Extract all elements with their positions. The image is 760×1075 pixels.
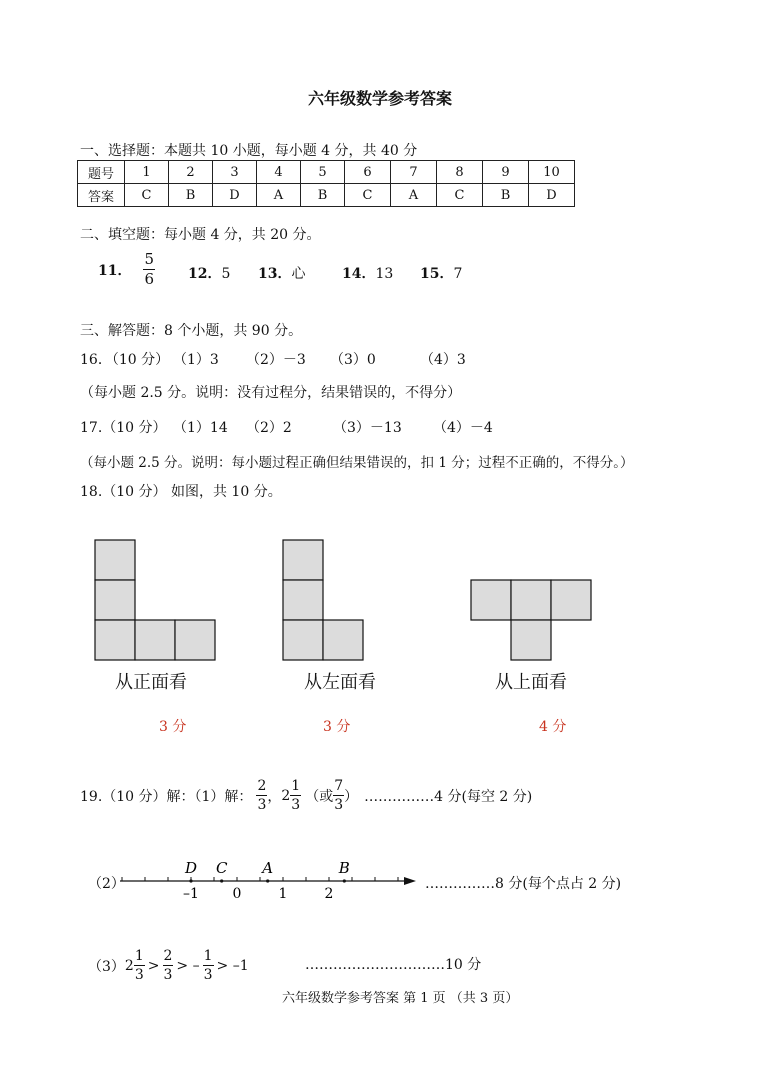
numerator: 7 (334, 778, 344, 794)
view-square (135, 620, 175, 660)
q19-fraction-2 (290, 779, 301, 812)
number-line-point (266, 879, 269, 882)
table-cell: A (257, 184, 301, 207)
table-cell: D (529, 184, 575, 207)
q17-label: 17.（10 分） (80, 420, 167, 436)
denominator: 3 (134, 967, 144, 983)
operator: > (147, 957, 160, 974)
score-left-view: 3 分 (323, 719, 351, 735)
q11-numerator: 5 (144, 250, 155, 268)
q19-fraction-1 (256, 779, 267, 812)
table-cell: 4 (257, 161, 301, 184)
number-line-point (220, 879, 223, 882)
number-line-tick-label: 2 (324, 886, 334, 902)
number-line-point-label: A (262, 859, 274, 877)
view-square (95, 620, 135, 660)
q16-note: （每小题 2.5 分。说明：没有过程分，结果错误的，不得分） (80, 385, 462, 401)
q12 (188, 263, 230, 283)
q12-label: 12． (188, 266, 222, 282)
q16-label: 16．（10 分） (80, 352, 170, 368)
numerator: 1 (203, 948, 213, 964)
number-line-tick-label: –1 (183, 886, 199, 902)
q16-part4: （4）3 (420, 352, 466, 368)
section2-heading: 二、填空题：每小题 4 分，共 20 分。 (80, 227, 321, 243)
q19-fraction-3 (333, 779, 344, 812)
table-cell: C (437, 184, 483, 207)
table-cell: B (483, 184, 529, 207)
number-line-point (189, 879, 192, 882)
denominator: 3 (203, 967, 213, 983)
q15-label: 15． (420, 266, 454, 282)
operator: > – (176, 957, 200, 974)
table-cell: 7 (391, 161, 437, 184)
q15-answer: 7 (453, 266, 463, 282)
q18-label: 18.（10 分） 如图，共 10 分。 (80, 484, 282, 500)
table-row (78, 184, 575, 207)
table-cell: 9 (483, 161, 529, 184)
answer-table (77, 160, 575, 207)
view-square (283, 540, 323, 580)
q14-answer: 13 (375, 266, 394, 282)
section3-heading: 三、解答题：8 个小题，共 90 分。 (80, 323, 303, 339)
alt-open: （或 (305, 788, 334, 805)
view-square (323, 620, 363, 660)
number-line-tick-label: 1 (278, 886, 288, 902)
denominator: 3 (163, 967, 173, 983)
q13-label: 13． (258, 266, 292, 282)
comma: ， (267, 788, 282, 805)
numerator: 1 (134, 948, 144, 964)
q11-label: 11． (98, 262, 132, 279)
caption-front-view: 从正面看 (115, 672, 187, 693)
caption-top-view: 从上面看 (495, 672, 567, 693)
view-square (283, 580, 323, 620)
q16-part3: （3）0 (330, 352, 376, 368)
number-line-point (343, 879, 346, 882)
q16-part2: （2）－3 (246, 352, 306, 368)
row-header: 答案 (78, 184, 125, 207)
q17-note: （每小题 2.5 分。说明：每小题过程正确但结果错误的，扣 1 分；过程不正确的，不得分。） (80, 455, 634, 471)
page-footer: 六年级数学参考答案 第 1 页 （共 3 页） (282, 991, 519, 1006)
table-cell: 2 (169, 161, 213, 184)
view-square (471, 580, 511, 620)
table-cell: D (213, 184, 257, 207)
table-cell: 1 (125, 161, 169, 184)
q12-answer: 5 (221, 266, 231, 282)
score-front-view: 3 分 (159, 719, 187, 735)
number-line-point-label: B (338, 859, 350, 877)
table-cell: A (391, 184, 437, 207)
denominator: 3 (257, 797, 267, 813)
denominator: 3 (334, 797, 344, 813)
ineq-fraction-3 (203, 949, 214, 982)
table-cell: 6 (345, 161, 391, 184)
q11 (98, 252, 155, 287)
denominator: 3 (291, 797, 301, 813)
front-view (95, 540, 215, 660)
view-square (175, 620, 215, 660)
view-square (283, 620, 323, 660)
q11-fraction (143, 252, 155, 287)
q19-part3-label: （3） (88, 958, 125, 975)
q19-score1: ……………4 分(每空 2 分) (364, 788, 533, 805)
operator: > –1 (216, 957, 249, 974)
number-line-point-label: D (184, 859, 198, 877)
numerator: 2 (163, 948, 173, 964)
table-row (78, 161, 575, 184)
table-cell: C (125, 184, 169, 207)
q19-score2: ……………8 分(每个点占 2 分) (425, 876, 622, 892)
q17-part2: （2）2 (246, 420, 292, 436)
arrow-head-icon (404, 877, 416, 885)
mixed-whole: 2 (281, 787, 291, 804)
ineq-fraction-1 (134, 949, 145, 982)
q17-part1: （1）14 (173, 420, 228, 436)
q11-denominator: 6 (144, 270, 155, 288)
number-line-point-label: C (215, 859, 228, 877)
top-view (471, 580, 591, 660)
q19-label: 19.（10 分）解：（1）解： (80, 788, 253, 805)
numerator: 1 (291, 778, 301, 794)
table-cell: 10 (529, 161, 575, 184)
q16-line (80, 349, 169, 369)
mixed-whole: 2 (124, 957, 134, 974)
table-cell: C (345, 184, 391, 207)
view-square (95, 540, 135, 580)
q19-part2-label: （2） (88, 876, 125, 892)
alt-close: ） (344, 788, 359, 805)
q19-score3: …………………………10 分 (305, 957, 482, 973)
q19-part3 (88, 949, 249, 982)
table-cell: 3 (213, 161, 257, 184)
table-cell: 5 (301, 161, 345, 184)
number-line-tick-label: 0 (232, 886, 242, 902)
section1-heading: 一、选择题：本题共 10 小题，每小题 4 分，共 40 分 (80, 143, 418, 159)
view-square (95, 580, 135, 620)
q18-views-figure (0, 530, 760, 670)
caption-left-view: 从左面看 (304, 672, 376, 693)
numerator: 2 (257, 778, 267, 794)
score-top-view: 4 分 (539, 719, 567, 735)
table-cell: 8 (437, 161, 483, 184)
view-square (511, 620, 551, 660)
q16-part1: （1）3 (173, 352, 219, 368)
q14 (342, 263, 393, 283)
view-square (551, 580, 591, 620)
q19-part1 (80, 779, 532, 812)
q15 (420, 263, 462, 283)
table-cell: B (169, 184, 213, 207)
q13-answer: 心 (291, 266, 306, 282)
number-line (110, 852, 430, 904)
view-square (511, 580, 551, 620)
ineq-fraction-2 (163, 949, 174, 982)
q17-part4: （4）－4 (433, 420, 493, 436)
page-title: 六年级数学参考答案 (307, 89, 452, 108)
table-cell: B (301, 184, 345, 207)
q17-part3: （3）－13 (333, 420, 402, 436)
q13 (258, 263, 305, 283)
q14-label: 14． (342, 266, 376, 282)
row-header: 题号 (78, 161, 125, 184)
left-view (283, 540, 363, 660)
